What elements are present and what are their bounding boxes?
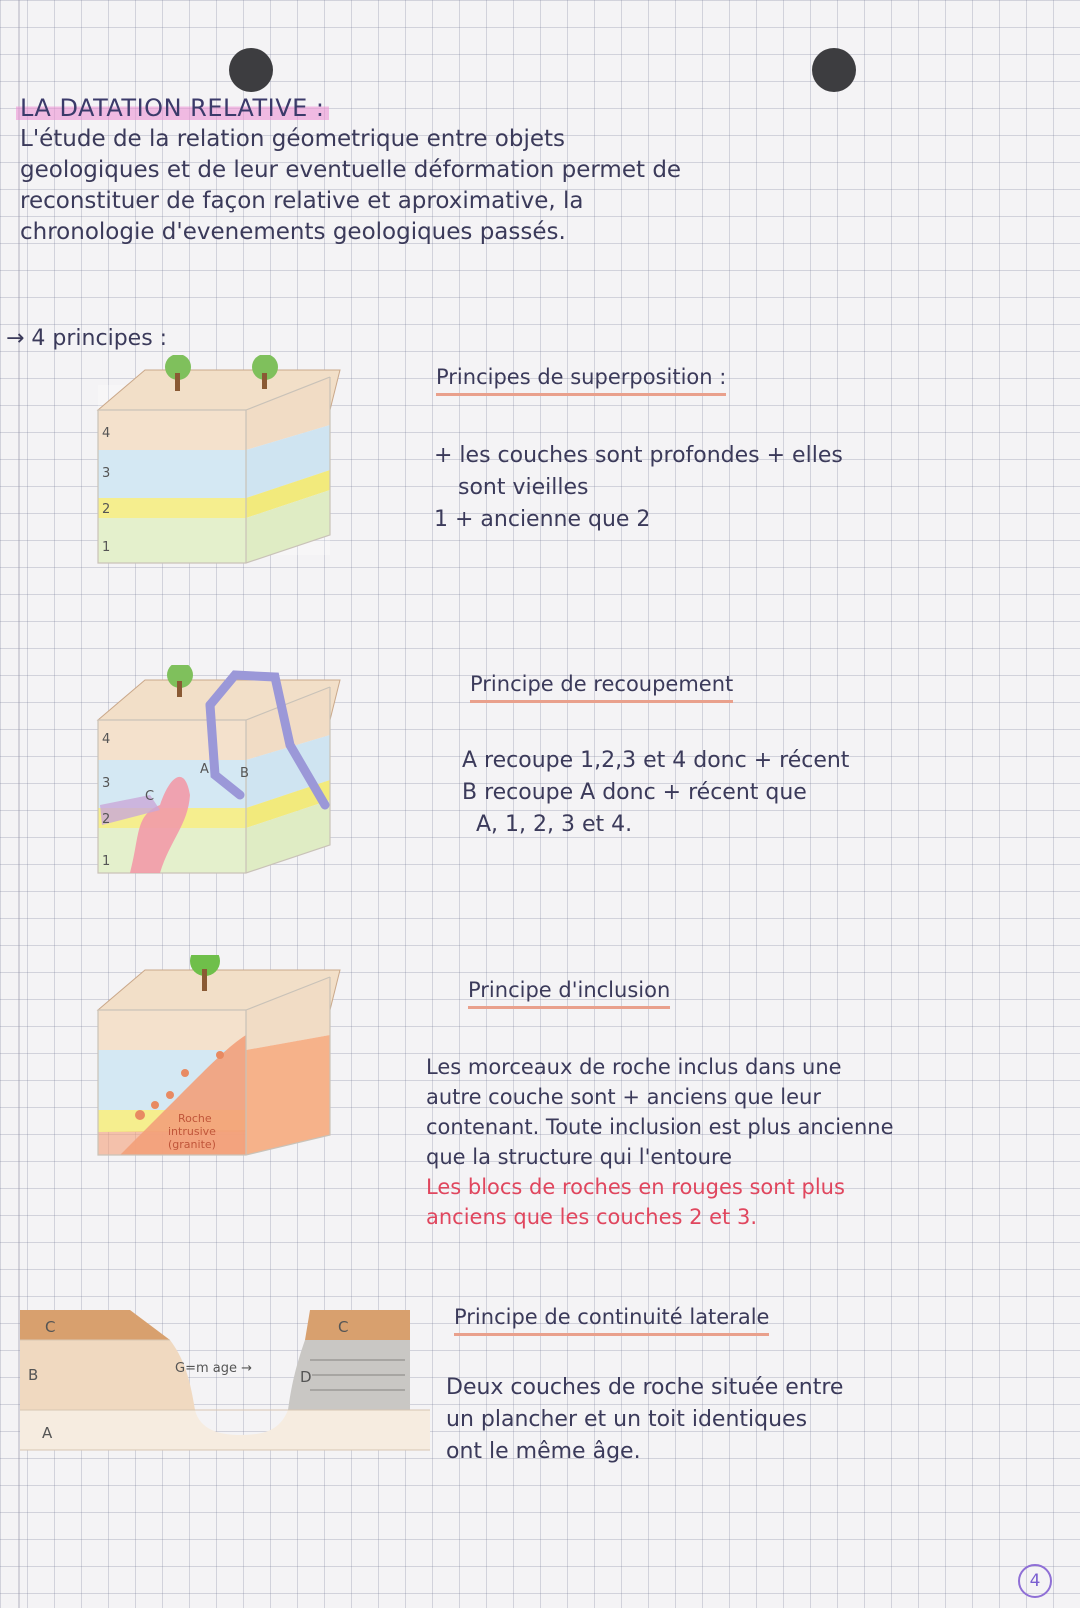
heading-superposition xyxy=(436,365,726,389)
layer-label-3: 3 xyxy=(102,776,111,791)
layer-label-1: 1 xyxy=(102,540,111,555)
principles-intro: → 4 principes : xyxy=(6,326,168,351)
layer-label-1: 1 xyxy=(102,854,111,869)
punch-hole-left xyxy=(229,48,273,92)
label-a: A xyxy=(200,762,209,777)
text-line: ont le même âge. xyxy=(446,1439,641,1464)
heading-inclusion xyxy=(468,978,670,1002)
label-b: B xyxy=(240,766,249,781)
heading-superposition-text: Principes de superposition : xyxy=(436,365,726,396)
text-line: B recoupe A donc + récent que xyxy=(462,780,807,805)
intro-line: chronologie d'evenements geologiques passés. xyxy=(20,219,566,245)
right-label-d: D xyxy=(300,1368,312,1386)
same-age-label: G=m age → xyxy=(175,1361,253,1376)
heading-recoupement xyxy=(470,672,733,696)
text-line: sont vieilles xyxy=(458,475,589,500)
punch-hole-right xyxy=(812,48,856,92)
inclusion-diagram xyxy=(90,955,350,1185)
text-line: contenant. Toute inclusion est plus ancienne xyxy=(426,1115,894,1139)
red-text-line: Les blocs de roches en rouges sont plus xyxy=(426,1175,845,1199)
inclusion-label-roche: Roche xyxy=(178,1112,212,1125)
layer-label-3: 3 xyxy=(102,466,111,481)
intro-line: geologiques et de leur eventuelle déformation permet de xyxy=(20,157,682,183)
left-label-a: A xyxy=(42,1424,53,1442)
text-line: un plancher et un toit identiques xyxy=(446,1407,808,1432)
inclusion-text xyxy=(426,1052,894,1232)
right-label-c: C xyxy=(338,1318,349,1336)
intro-paragraph xyxy=(20,124,1060,248)
text-line: Les morceaux de roche inclus dans une xyxy=(426,1055,842,1079)
recoupement-diagram xyxy=(90,665,350,895)
recoupement-text xyxy=(462,745,849,841)
text-line: Deux couches de roche située entre xyxy=(446,1375,844,1400)
text-line: A recoupe 1,2,3 et 4 donc + récent xyxy=(462,748,850,773)
superposition-diagram xyxy=(90,355,350,585)
heading-continuite xyxy=(454,1305,769,1329)
heading-recoupement-text: Principe de recoupement xyxy=(470,672,733,703)
page-title: LA DATATION RELATIVE : xyxy=(16,94,329,122)
layer-label-4: 4 xyxy=(102,732,111,747)
text-line: 1 + ancienne que 2 xyxy=(434,507,651,532)
superposition-text xyxy=(434,440,843,536)
text-line: que la structure qui l'entoure xyxy=(426,1145,733,1169)
inclusion-label-intrusive: intrusive xyxy=(168,1125,216,1138)
red-text-line: anciens que les couches 2 et 3. xyxy=(426,1205,758,1229)
label-c: C xyxy=(145,789,155,804)
intro-line: L'étude de la relation géometrique entre objets xyxy=(20,126,566,152)
left-label-c: C xyxy=(45,1318,56,1336)
heading-inclusion-text: Principe d'inclusion xyxy=(468,978,670,1009)
inclusion-label-granite: (granite) xyxy=(168,1138,216,1151)
text-line: + les couches sont profondes + elles xyxy=(434,443,843,468)
text-line: autre couche sont + anciens que leur xyxy=(426,1085,821,1109)
heading-continuite-text: Principe de continuité laterale xyxy=(454,1305,769,1336)
layer-label-4: 4 xyxy=(102,426,111,441)
intro-line: reconstituer de façon relative et aproximative, la xyxy=(20,188,584,214)
continuite-text xyxy=(446,1372,843,1468)
text-line: A, 1, 2, 3 et 4. xyxy=(476,812,633,837)
left-label-b: B xyxy=(28,1366,39,1384)
layer-label-2: 2 xyxy=(102,812,111,827)
layer-label-2: 2 xyxy=(102,502,111,517)
page-number: 4 xyxy=(1018,1564,1052,1598)
continuite-diagram xyxy=(20,1300,430,1470)
